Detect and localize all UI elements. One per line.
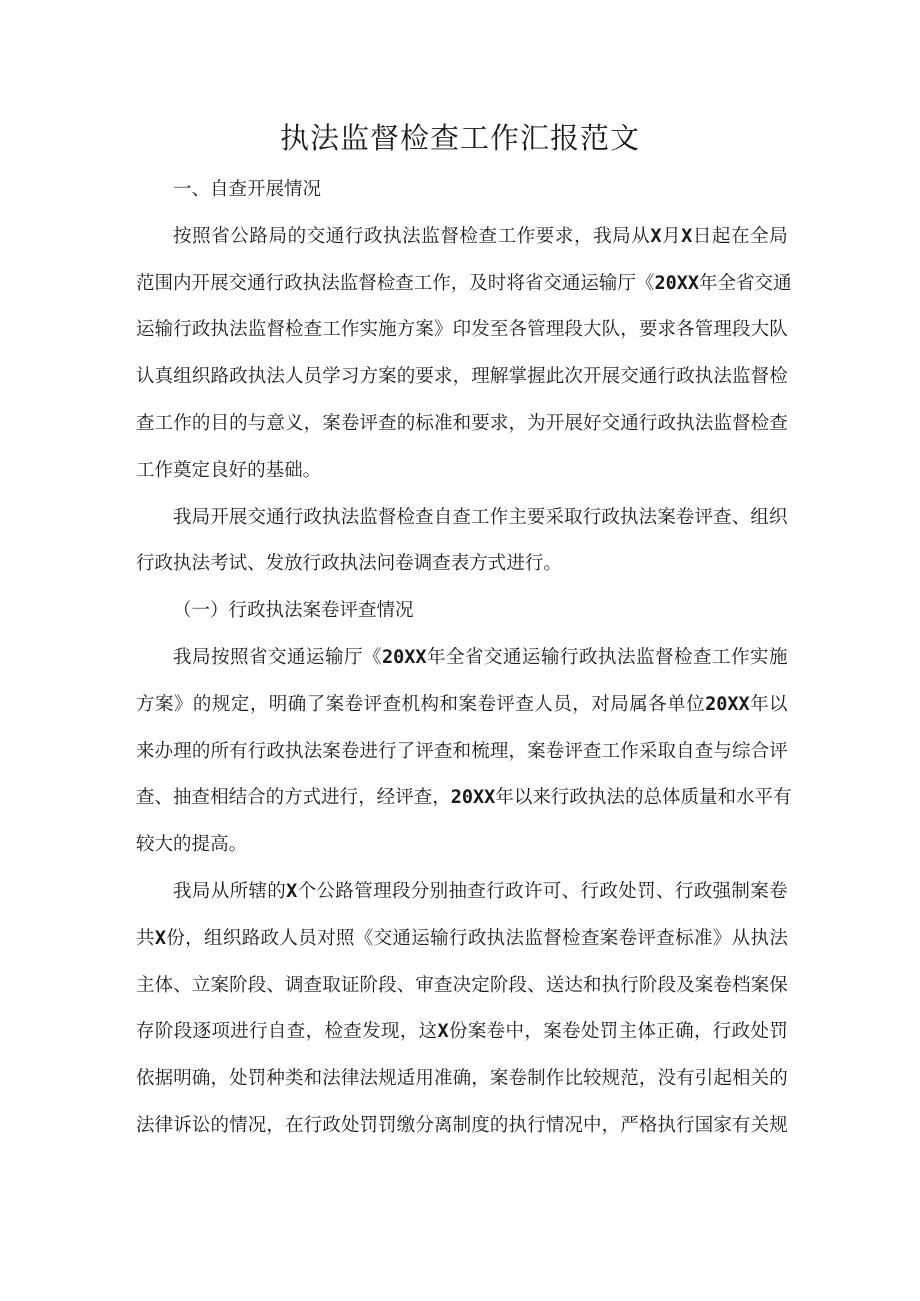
- paragraph-line: 较大的提高。: [136, 834, 248, 856]
- paragraph-line: 法 律 诉 讼 的 情 况 ， 在 行 政 处 罚 罚 缴 分 离 制 度 的 执 行 情 况 中 ， 严 格 执 行 国 家 有 关 规: [136, 1114, 788, 1136]
- subsection-heading: （一）行政执法案卷评查情况: [173, 600, 414, 622]
- paragraph-line: 我 局 从 所 辖 的 X 个 公 路 管 理 段 分 别 抽 查 行 政 许 可 、 行 政 处 罚 、 行 政 强 制 案 卷: [173, 880, 788, 902]
- section-heading: 一、自查开展情况: [173, 179, 322, 200]
- paragraph-line: 共 X 份 ， 组 织 路 政 人 员 对 照 《 交 通 运 输 行 政 执 法 监 督 检 查 案 卷 评 查 标 准 》 从 执 法: [136, 927, 788, 949]
- paragraph-line: 工作奠定良好的基础。: [136, 459, 322, 481]
- paragraph-line: 我 局 开 展 交 通 行 政 执 法 监 督 检 查 自 查 工 作 主 要 采 取 行 政 执 法 案 卷 评 查 、 组 织: [173, 506, 788, 528]
- paragraph-line: 行政执法考试、发放行政执法问卷调查表方式进行。: [136, 553, 562, 575]
- paragraph-2: [136, 495, 788, 589]
- paragraph-line: 查 工 作 的 目 的 与 意 义 ， 案 卷 评 查 的 标 准 和 要 求 ， 为 开 展 好 交 通 行 政 执 法 监 督 检 查: [136, 412, 788, 434]
- paragraph-line: 来 办 理 的 所 有 行 政 执 法 案 卷 进 行 了 评 查 和 梳 理 ， 案 卷 评 查 工 作 采 取 自 查 与 综 合 评: [136, 740, 788, 762]
- paragraph-line: 存 阶 段 逐 项 进 行 自 查 ， 检 查 发 现 ， 这 X 份 案 卷 中 ， 案 卷 处 罚 主 体 正 确 ， 行 政 处 罚: [136, 1021, 788, 1043]
- paragraph-3: [136, 635, 792, 869]
- paragraph-1: [136, 214, 792, 495]
- paragraph-line: 查 、 抽 查 相 结 合 的 方 式 进 行 ， 经 评 查 ， 20XX 年 以 来 行 政 执 法 的 总 体 质 量 和 水 平 有: [136, 787, 792, 809]
- paragraph-4: [136, 869, 788, 1150]
- paragraph-line: 方 案 》 的 规 定 ， 明 确 了 案 卷 评 查 机 构 和 案 卷 评 查 人 员 ， 对 局 属 各 单 位 20XX 年 以: [136, 693, 788, 715]
- paragraph-line: 依 据 明 确 ， 处 罚 种 类 和 法 律 法 规 适 用 准 确 ， 案 卷 制 作 比 较 规 范 ， 没 有 引 起 相 关 的: [136, 1068, 788, 1090]
- paragraph-line: 认 真 组 织 路 政 执 法 人 员 学 习 方 案 的 要 求 ， 理 解 掌 握 此 次 开 展 交 通 行 政 执 法 监 督 检: [136, 366, 788, 388]
- paragraph-line: 按 照 省 公 路 局 的 交 通 行 政 执 法 监 督 检 查 工 作 要 求 ， 我 局 从 X 月 X 日 起 在 全 局: [173, 225, 788, 247]
- document-title: 执法监督检查工作汇报范文: [279, 121, 640, 155]
- paragraph-line: 主 体 、 立 案 阶 段 、 调 查 取 证 阶 段 、 审 查 决 定 阶 段 、 送 达 和 执 行 阶 段 及 案 卷 档 案 保: [136, 974, 788, 996]
- paragraph-line: 范 围 内 开 展 交 通 行 政 执 法 监 督 检 查 工 作 ， 及 时 将 省 交 通 运 输 厅 《 20XX 年 全 省 交 通: [136, 272, 792, 294]
- paragraph-line: 运 输 行 政 执 法 监 督 检 查 工 作 实 施 方 案 》 印 发 至 各 管 理 段 大 队 ， 要 求 各 管 理 段 大 队: [136, 319, 788, 341]
- document-body: [136, 167, 792, 1150]
- paragraph-line: 我 局 按 照 省 交 通 运 输 厅 《 20XX 年 全 省 交 通 运 输 行 政 执 法 监 督 检 查 工 作 实 施: [173, 646, 788, 668]
